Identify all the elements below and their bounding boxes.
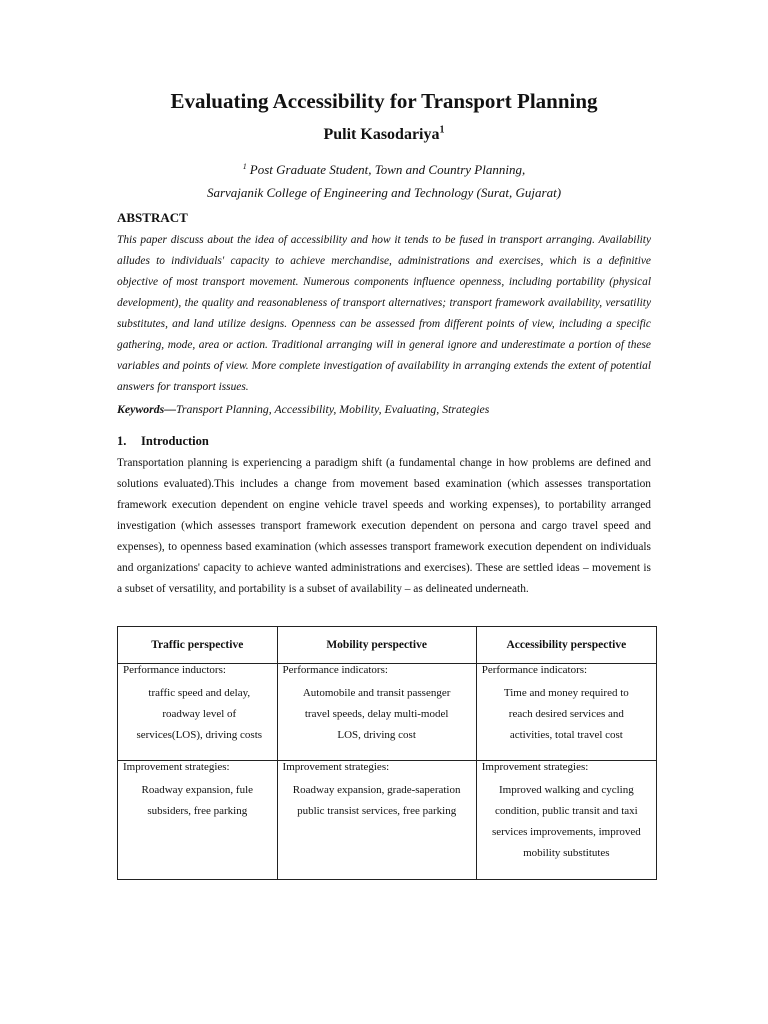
cell-label: Performance indicators:: [481, 664, 588, 676]
cell-text: Roadway expansion, fule subsiders, free parking: [141, 784, 254, 817]
table-cell: [277, 664, 476, 761]
affiliation-line-2: Sarvajanik College of Engineering and Technology (Surat, Gujarat): [206, 185, 562, 200]
keywords-list: Transport Planning, Accessibility, Mobility, Evaluating, Strategies: [176, 402, 490, 416]
affiliation-line-1: [0, 161, 768, 179]
cell-label: Improvement strategies:: [282, 761, 390, 773]
cell-label: Performance indicators:: [282, 664, 388, 676]
perspectives-table: [117, 626, 657, 880]
keywords-line: [117, 399, 651, 419]
table-header-cell: Traffic perspective: [118, 627, 278, 664]
keywords-dash: —: [164, 402, 176, 416]
cell-text: Roadway expansion, grade-saperation public transist services, free parking: [292, 784, 461, 817]
affiliation-text-1: Post Graduate Student, Town and Country Planning,: [249, 162, 526, 177]
table-cell: [277, 761, 476, 880]
cell-text: Time and money required to reach desired services and activities, total travel cost: [503, 687, 629, 741]
cell-label: Improvement strategies:: [123, 761, 230, 773]
section-number: 1.: [117, 434, 127, 448]
abstract-heading: ABSTRACT: [117, 210, 188, 225]
table-cell: [118, 761, 278, 880]
table-header-cell: Accessibility perspective: [476, 627, 656, 664]
paper-title: Evaluating Accessibility for Transport Planning: [170, 89, 598, 113]
table-header-row: [118, 627, 657, 664]
introduction-body: Transportation planning is experiencing a paradigm shift (a fundamental change in how problems are defined and solutions evaluated).This includes a change from movement based examination (which assesses transportation framework execution dependent on engine vehicle travel speeds and working expenses), to portability arranged investigation (which assesses transport framework execution dependent on persona and cargo travel speed and expenses), to openness based examination (which assesses transport framework execution dependent on individuals and organizations' capacity to achieve wanted administrations and exercises). These are settled ideas – movement is a subset of versatility, and portability is a subset of availability – as delineated underneath.: [117, 457, 651, 595]
table-row-indicators: [118, 664, 657, 761]
cell-text: Automobile and transit passenger travel speeds, delay multi-model LOS, driving cost: [302, 687, 451, 741]
keywords-label: Keywords: [117, 402, 165, 416]
cell-text: Improved walking and cycling condition, public transit and taxi services improvements, improved mobility substitutes: [491, 784, 641, 859]
table-cell: [118, 664, 278, 761]
section-title: Introduction: [141, 434, 209, 448]
author-superscript: 1: [439, 124, 445, 136]
affiliation-superscript: 1: [242, 161, 247, 171]
section-heading-introduction: [117, 432, 209, 450]
cell-text: traffic speed and delay, roadway level of services(LOS), driving costs: [136, 687, 263, 741]
cell-label: Improvement strategies:: [481, 761, 589, 773]
table-header-cell: Mobility perspective: [277, 627, 476, 664]
author-line: [0, 124, 768, 146]
table-cell: [476, 761, 656, 880]
table-row-strategies: [118, 761, 657, 880]
table-cell: [476, 664, 656, 761]
cell-label: Performance inductors:: [123, 664, 226, 676]
abstract-body: This paper discuss about the idea of accessibility and how it tends to be fused in transport arranging. Availability alludes to individuals' capacity to achieve merchandise, administrations and exercises, which is a definitive objective of most transport movement. Numerous components influence openness, including portability (physical development), the quality and reasonableness of transport alternatives; transport framework availability, versatility substitutes, and land utilize designs. Openness can be assessed from different points of view, including a specific gathering, mode, area or action. Traditional arranging will in general ignore and underestimate a portion of these variables and points of view. More complete investigation of availability in arranging extends the extent of potential answers for transport issues.: [117, 234, 651, 393]
author-name: Pulit Kasodariya: [323, 126, 440, 143]
